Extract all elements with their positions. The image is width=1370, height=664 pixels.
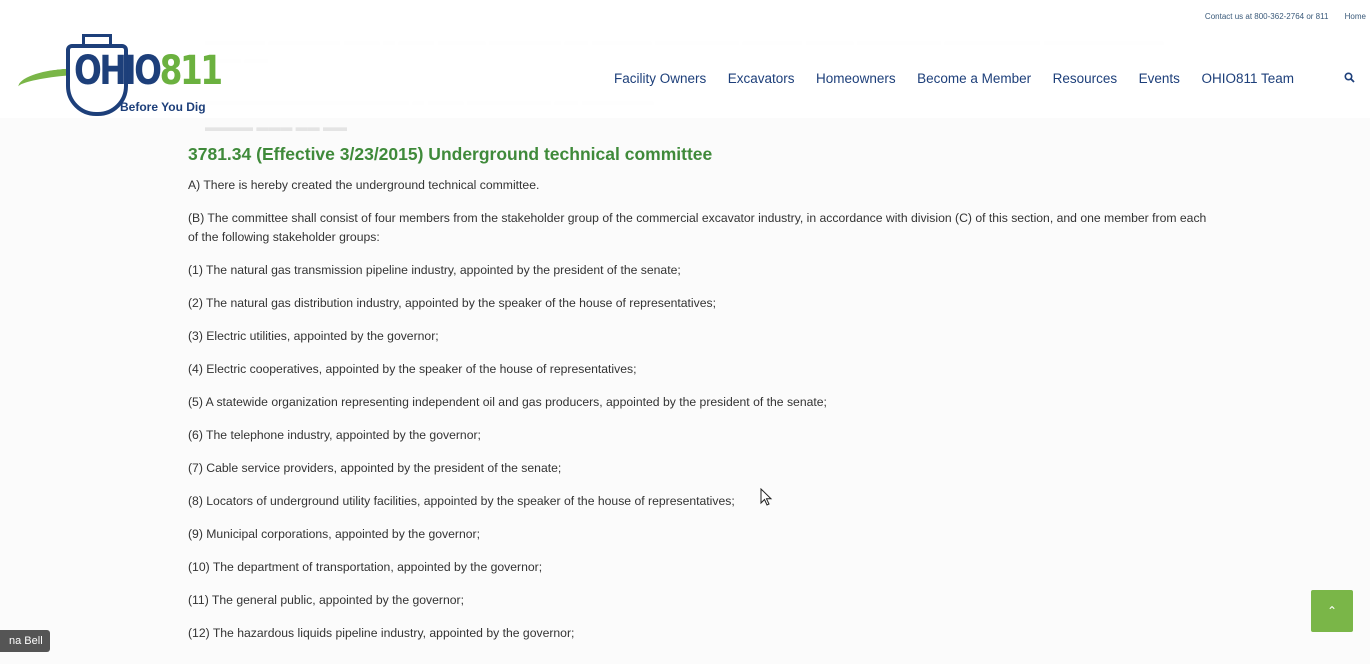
mouse-cursor-icon [760, 488, 774, 508]
paragraph: (4) Electric cooperatives, appointed by the speaker of the house of representatives; [188, 362, 637, 376]
nav-facility-owners[interactable]: Facility Owners [614, 71, 707, 86]
paragraph: (12) The hazardous liquids pipeline industry, appointed by the governor; [188, 626, 575, 640]
site-header [0, 0, 1370, 118]
paragraph: (5) A statewide organization representing independent oil and gas producers, appointed by the president of the senate; [188, 395, 827, 409]
chevron-up-icon: ⌃ [1326, 604, 1338, 618]
ohio811-logo[interactable] [18, 34, 223, 118]
paragraph: (2) The natural gas distribution industry, appointed by the speaker of the house of representatives; [188, 296, 716, 310]
top-bar [1191, 12, 1366, 21]
nav-excavators[interactable]: Excavators [727, 71, 795, 86]
paragraph: (1) The natural gas transmission pipeline industry, appointed by the president of the senate; [188, 263, 681, 277]
main-content [188, 144, 1208, 657]
paragraph: (3) Electric utilities, appointed by the governor; [188, 329, 439, 343]
main-nav [614, 71, 1315, 86]
paragraph: (B) The committee shall consist of four members from the stakeholder group of the commercial excavator industry, in accordance with division (C) of this section, and one member from each of the following stakeholder groups: [188, 211, 1207, 244]
page-title: 3781.34 (Effective 3/23/2015) Underground technical committee [188, 144, 713, 164]
paragraph: (7) Cable service providers, appointed by the president of the senate; [188, 461, 562, 475]
logo-wordmark: OHIO811 [74, 48, 221, 94]
contact-text: Contact us at 800-362-2764 or 811 [1204, 12, 1329, 21]
faded-text: ▬▬▬▬ ▬▬▬ ▬▬ ▬▬ [205, 120, 348, 134]
presenter-name-tag: na Bell [0, 630, 50, 652]
paragraph: (11) The general public, appointed by the governor; [188, 593, 464, 607]
paragraph: (6) The telephone industry, appointed by the governor; [188, 428, 481, 442]
paragraph: (8) Locators of underground utility facilities, appointed by the speaker of the house of representatives; [188, 494, 735, 508]
logo-tagline: Before You Dig [120, 100, 206, 114]
home-link[interactable]: Home [1344, 12, 1366, 21]
nav-resources[interactable]: Resources [1052, 71, 1118, 86]
nav-become-a-member[interactable]: Become a Member [917, 71, 1032, 86]
nav-events[interactable]: Events [1138, 71, 1180, 86]
back-to-top-button[interactable] [1311, 590, 1353, 632]
nav-homeowners[interactable]: Homeowners [816, 71, 896, 86]
paragraph: A) There is hereby created the underground technical committee. [188, 178, 540, 192]
paragraph: (10) The department of transportation, appointed by the governor; [188, 560, 543, 574]
paragraph: (9) Municipal corporations, appointed by the governor; [188, 527, 480, 541]
nav-ohio811-team[interactable]: OHIO811 Team [1201, 71, 1294, 86]
search-icon[interactable] [1344, 72, 1355, 86]
